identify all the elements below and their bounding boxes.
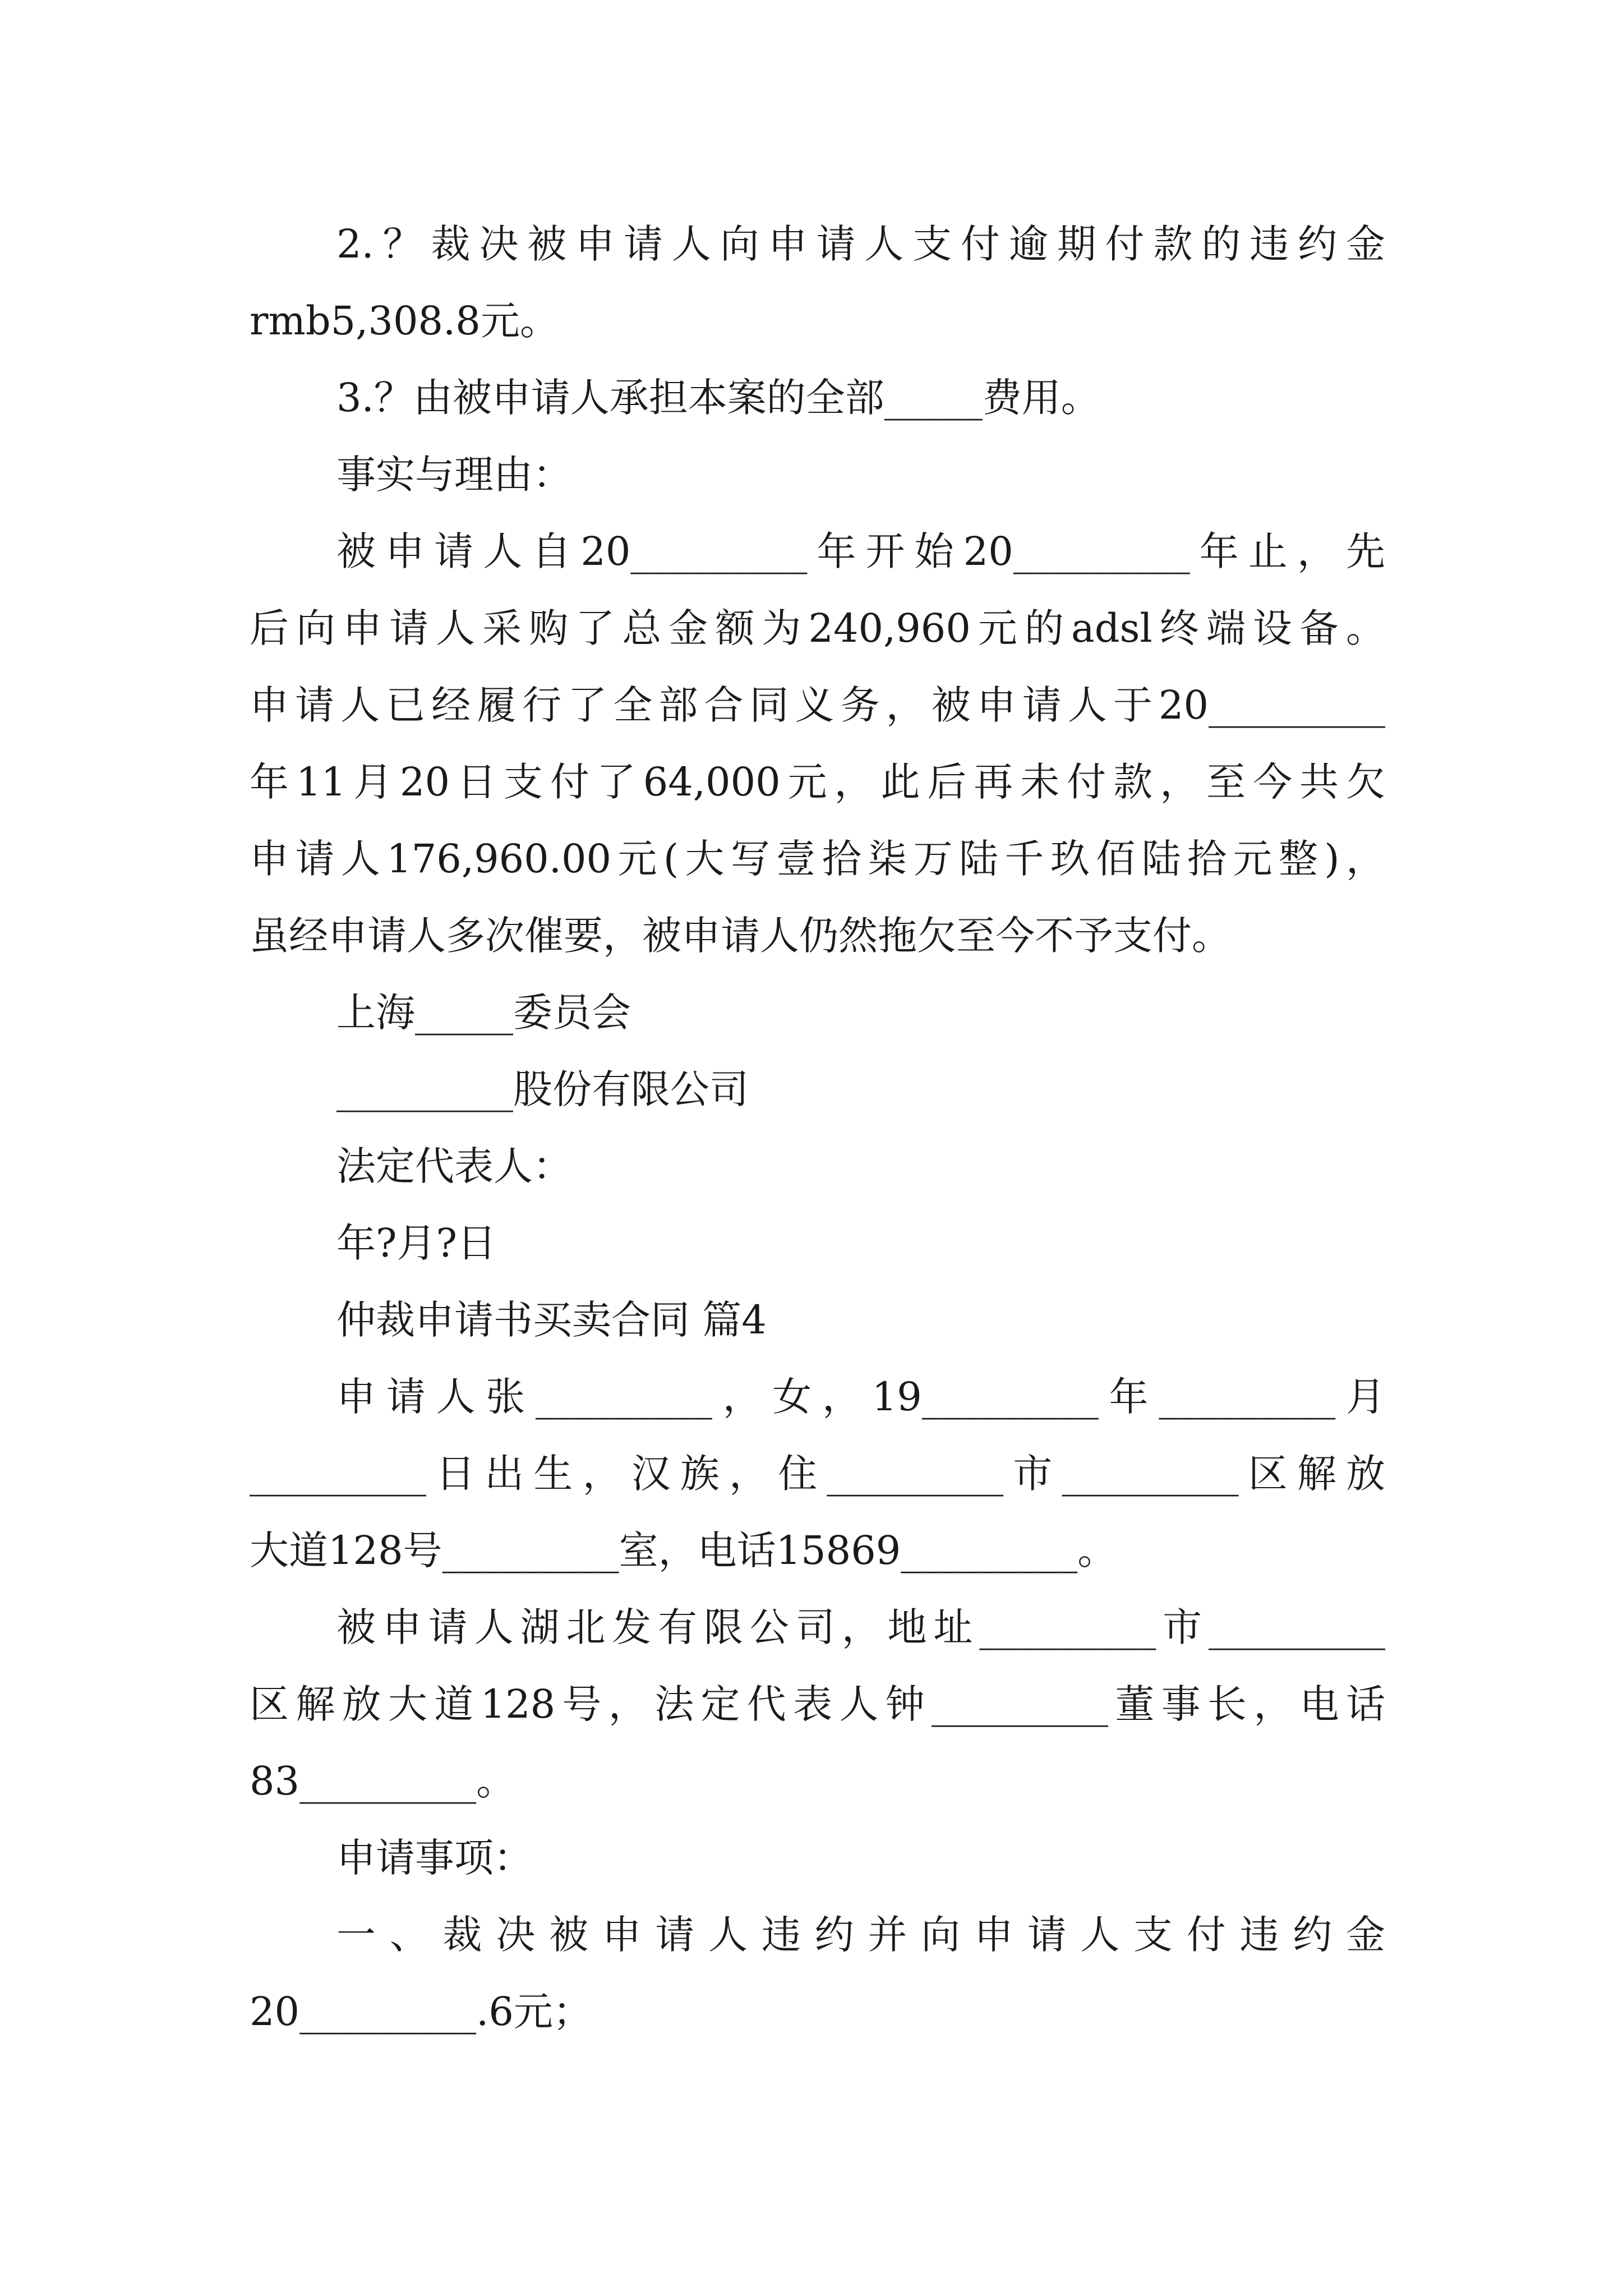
paragraph-line: rmb5,308.8元。	[250, 298, 559, 344]
paragraph-line: 申请人已经履行了全部合同义务，被申请人于20_________	[250, 682, 1385, 728]
paragraph-line: 区解放大道128号，法定代表人钟_________董事长，电话	[250, 1681, 1385, 1727]
paragraph-line: _________日出生，汉族，住_________市_________区解放	[250, 1451, 1385, 1497]
paragraph-line: 83_________。	[250, 1758, 516, 1804]
legal-representative-line: 法定代表人：	[336, 1143, 572, 1189]
date-line: 年?月?日	[336, 1220, 497, 1266]
company-line: _________股份有限公司	[336, 1066, 749, 1112]
paragraph-line: 一、裁决被申请人违约并向申请人支付违约金	[336, 1912, 1385, 1958]
paragraph-line: 20_________.6元；	[250, 1989, 592, 2035]
paragraph-line: 大道128号_________室，电话15869_________。	[250, 1527, 1117, 1573]
addressee-line: 上海_____委员会	[336, 990, 631, 1036]
paragraph-line: 年11月20日支付了64,000元，此后再未付款，至今共欠	[250, 759, 1385, 805]
paragraph-line: 3.？由被申请人承担本案的全部_____费用。	[336, 375, 1100, 421]
paragraph-line: 申请人176,960.00元(大写壹拾柒万陆千玖佰陆拾元整)，	[250, 836, 1385, 882]
paragraph-line: 虽经申请人多次催要，被申请人仍然拖欠至今不予支付。	[250, 913, 1231, 959]
section-heading: 申请事项：	[336, 1835, 533, 1881]
paragraph-line: 被申请人自20_________年开始20_________年止，先	[336, 528, 1385, 574]
section-heading: 事实与理由：	[336, 452, 572, 498]
section-title: 仲裁申请书买卖合同 篇4	[336, 1297, 767, 1343]
paragraph-line: 后向申请人采购了总金额为240,960元的adsl终端设备。	[250, 605, 1385, 651]
paragraph-line: 申请人张_________，女，19_________年_________月	[336, 1374, 1385, 1420]
paragraph-line: 被申请人湖北发有限公司，地址_________市_________	[336, 1604, 1385, 1650]
paragraph-line: 2.？裁决被申请人向申请人支付逾期付款的违约金	[336, 221, 1385, 267]
